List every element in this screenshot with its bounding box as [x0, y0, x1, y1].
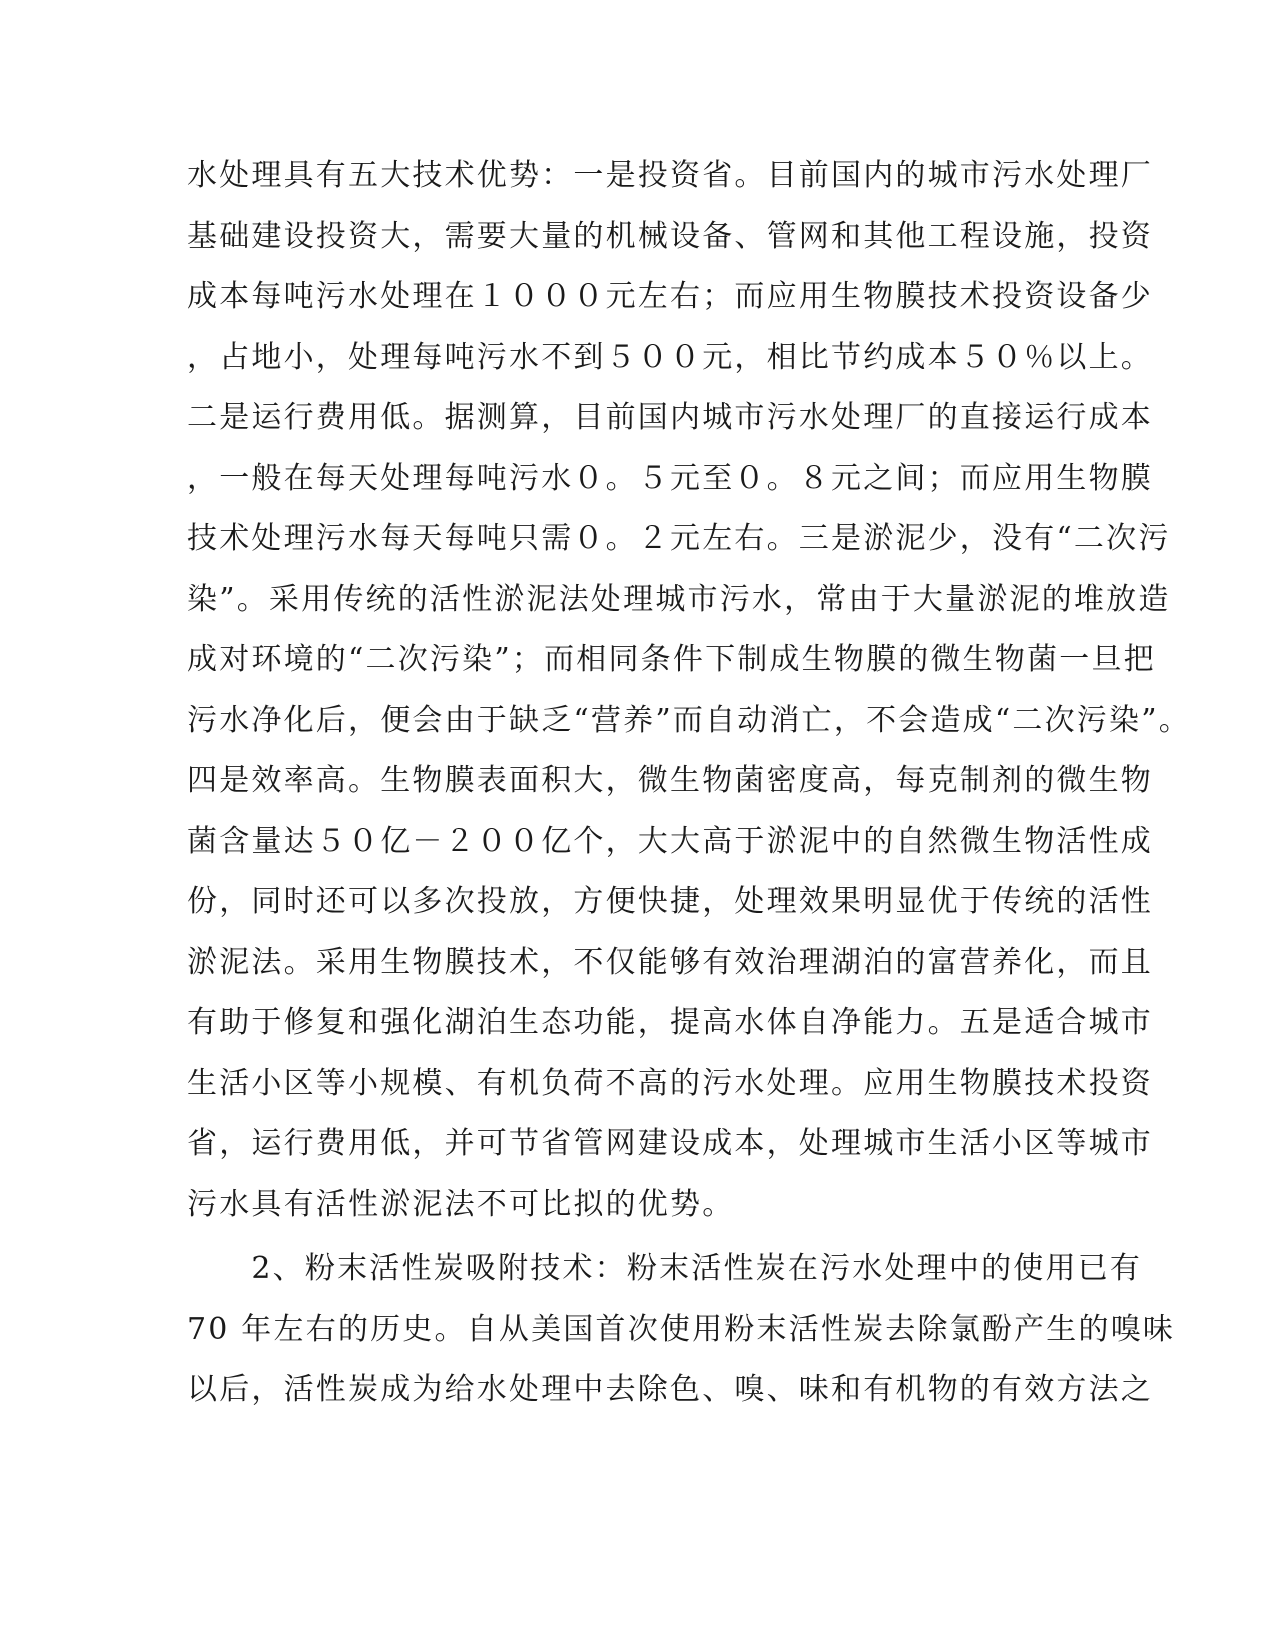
text-line: 成本每吨污水处理在１０００元左右；而应用生物膜技术投资设备少: [187, 279, 1153, 314]
text-line: ，一般在每天处理每吨污水０。５元至０。８元之间；而应用生物膜: [187, 460, 1153, 496]
text-line: 二是运行费用低。据测算，目前国内城市污水处理厂的直接运行成本: [187, 400, 1153, 435]
text-line: ，占地小，处理每吨污水不到５００元，相比节约成本５０％以上。: [187, 339, 1153, 375]
text-line: 技术处理污水每天每吨只需０。２元左右。三是淤泥少，没有“二次污: [187, 521, 1171, 556]
text-line: 染”。采用传统的活性淤泥法处理城市污水，常由于大量淤泥的堆放造: [187, 581, 1171, 617]
text-line: 菌含量达５０亿－２００亿个，大大高于淤泥中的自然微生物活性成: [187, 823, 1153, 859]
text-line: 份，同时还可以多次投放，方便快捷，处理效果明显优于传统的活性: [187, 884, 1153, 919]
text-line: 成对环境的“二次污染”；而相同条件下制成生物膜的微生物菌一旦把: [187, 642, 1156, 677]
text-line: 污水具有活性淤泥法不可比拟的优势。: [187, 1186, 735, 1222]
text-line: 水处理具有五大技术优势：一是投资省。目前国内的城市污水处理厂: [187, 158, 1153, 193]
body-text: [187, 146, 1191, 1421]
text-line: 四是效率高。生物膜表面积大，微生物菌密度高，每克制剂的微生物: [187, 763, 1153, 798]
text-line: 淤泥法。采用生物膜技术，不仅能够有效治理湖泊的富营养化，而且: [187, 944, 1153, 980]
text-line: 污水净化后，便会由于缺乏“营养”而自动消亡，不会造成“二次污染”。: [187, 702, 1191, 738]
text-line: 70 年左右的历史。自从美国首次使用粉末活性炭去除氯酚产生的嗅味: [187, 1311, 1176, 1347]
text-line: 基础建设投资大，需要大量的机械设备、管网和其他工程设施，投资: [187, 218, 1153, 254]
paragraph-start-line: 2、粉末活性炭吸附技术：粉末活性炭在污水处理中的使用已有: [187, 1251, 1143, 1286]
text-line: 有助于修复和强化湖泊生态功能，提高水体自净能力。五是适合城市: [187, 1005, 1153, 1040]
text-line: 以后，活性炭成为给水处理中去除色、嗅、味和有机物的有效方法之: [187, 1372, 1153, 1407]
text-line: 生活小区等小规模、有机负荷不高的污水处理。应用生物膜技术投资: [187, 1065, 1153, 1101]
text-line: 省，运行费用低，并可节省管网建设成本，处理城市生活小区等城市: [187, 1126, 1153, 1161]
